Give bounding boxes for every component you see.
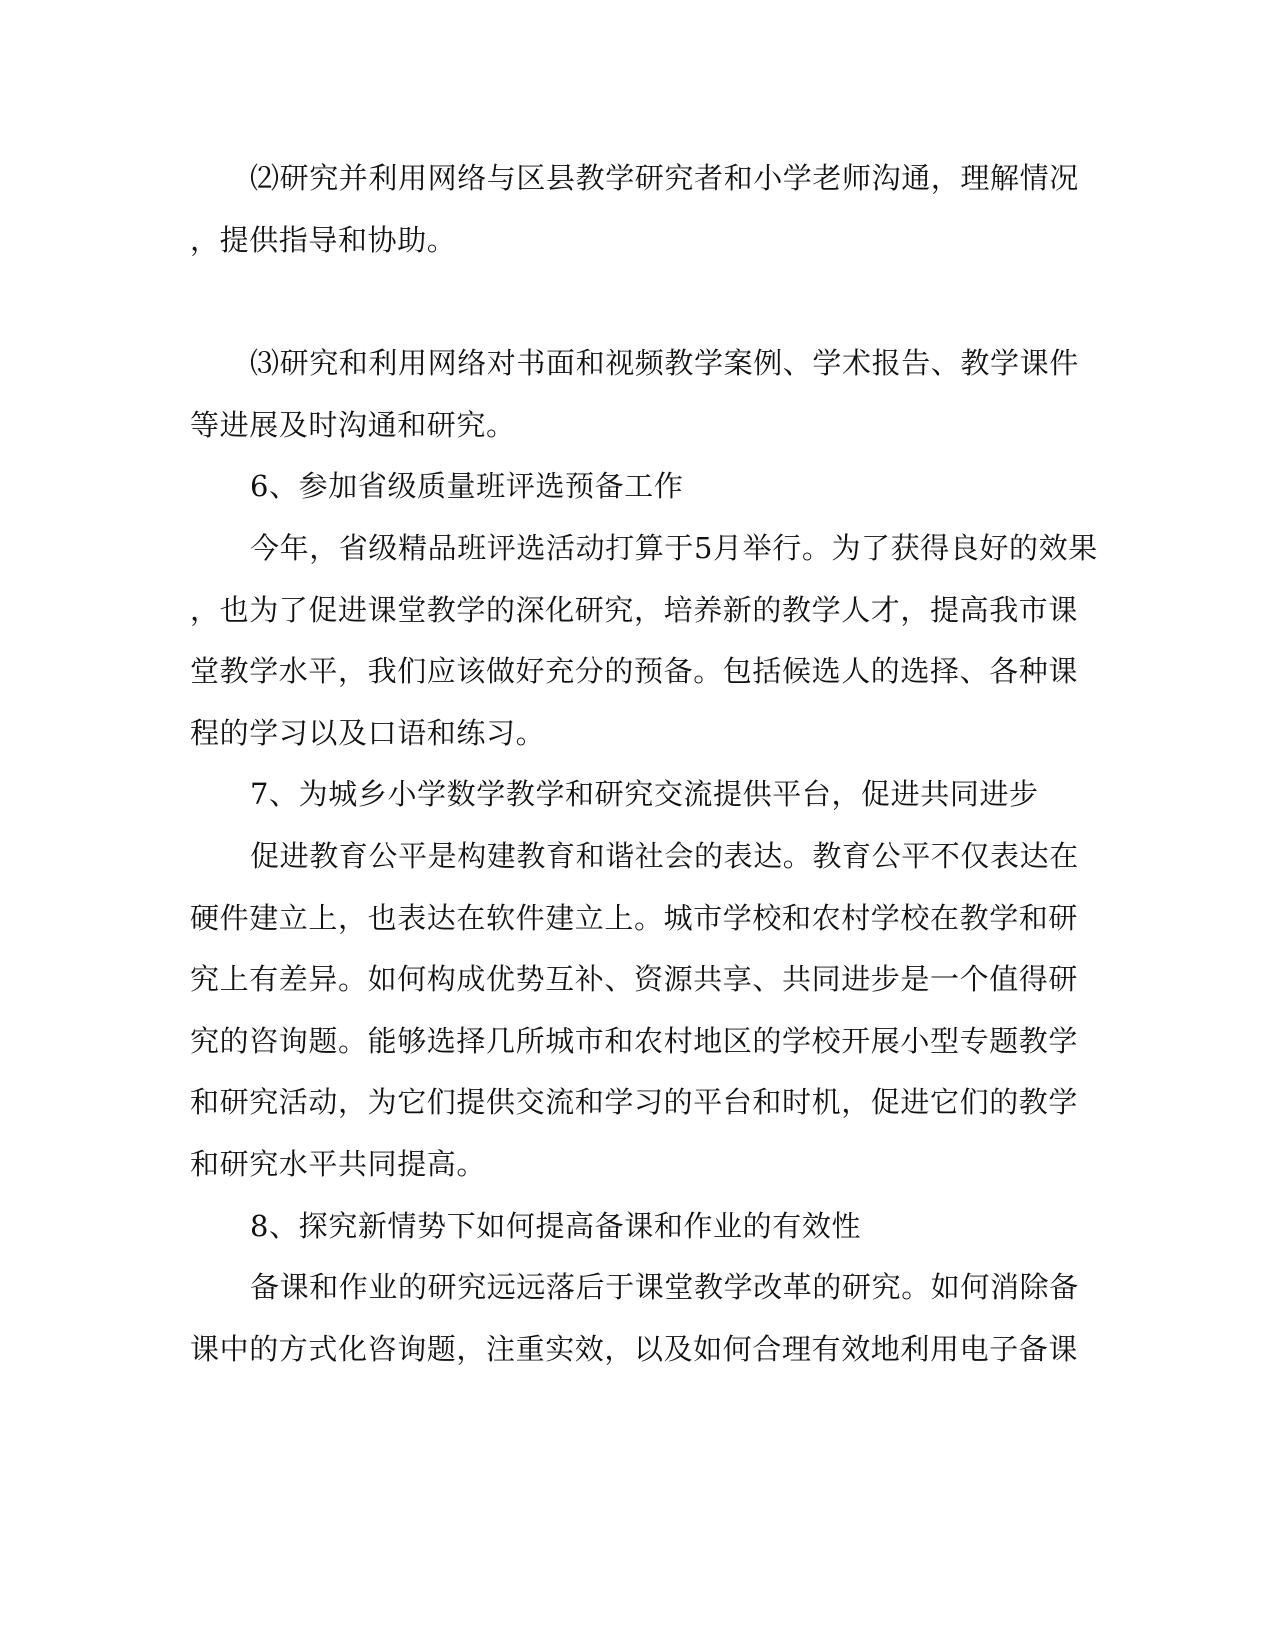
paragraph-line: ⑶研究和利用网络对书面和视频教学案例、学术报告、教学课件 (250, 346, 1079, 380)
paragraph-line: 今年，省级精品班评选活动打算于5月举行。为了获得良好的效果 (250, 531, 1098, 565)
paragraph-line: 促进教育公平是构建教育和谐社会的表达。教育公平不仅表达在 (250, 839, 1079, 873)
paragraph-line: ，提供指导和协助。 (190, 223, 457, 257)
paragraph-line: 堂教学水平，我们应该做好充分的预备。包括候选人的选择、各种课 (190, 654, 1079, 688)
paragraph-line: 课中的方式化咨询题，注重实效，以及如何合理有效地利用电子备课 (190, 1332, 1079, 1366)
paragraph-line: 备课和作业的研究远远落后于课堂教学改革的研究。如何消除备 (250, 1270, 1079, 1304)
paragraph-line: 等进展及时沟通和研究。 (190, 408, 516, 442)
paragraph-line: 和研究水平共同提高。 (190, 1147, 487, 1181)
paragraph-line: 程的学习以及口语和练习。 (190, 716, 546, 750)
section-heading: 6、参加省级质量班评选预备工作 (250, 469, 684, 503)
paragraph-line: 和研究活动，为它们提供交流和学习的平台和时机，促进它们的教学 (190, 1085, 1079, 1119)
paragraph-line: ，也为了促进课堂教学的深化研究，培养新的教学人才，提高我市课 (190, 593, 1079, 627)
paragraph-line: 硬件建立上，也表达在软件建立上。城市学校和农村学校在教学和研 (190, 901, 1079, 935)
paragraph-line: 究上有差异。如何构成优势互补、资源共享、共同进步是一个值得研 (190, 962, 1079, 996)
section-heading: 7、为城乡小学数学教学和研究交流提供平台，促进共同进步 (250, 777, 1039, 811)
paragraph-line: ⑵研究并利用网络与区县教学研究者和小学老师沟通，理解情况 (250, 161, 1079, 195)
paragraph-line: 究的咨询题。能够选择几所城市和农村地区的学校开展小型专题教学 (190, 1024, 1079, 1058)
section-heading: 8、探究新情势下如何提高备课和作业的有效性 (250, 1209, 862, 1243)
